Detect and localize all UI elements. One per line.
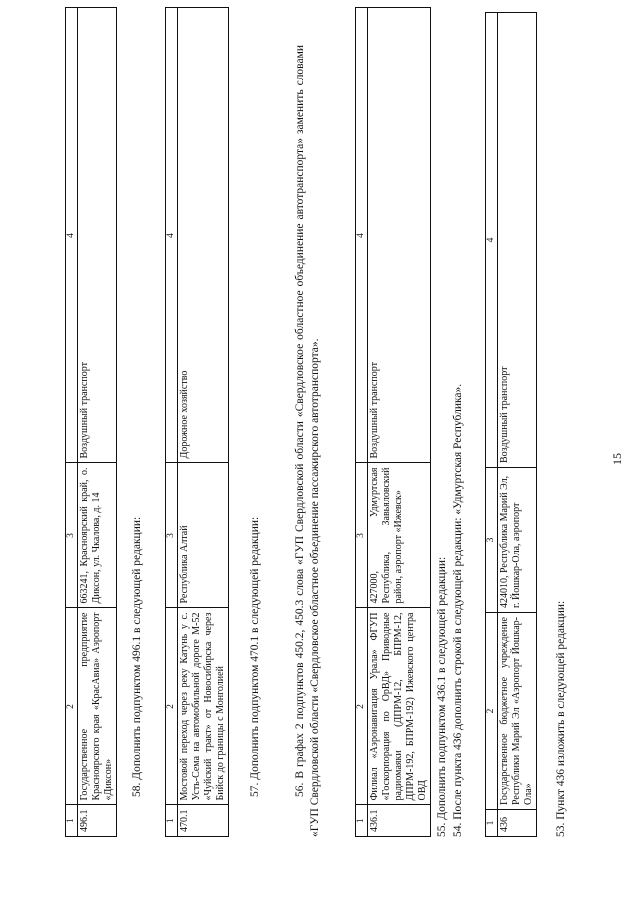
sector: Воздушный транспорт [368, 8, 431, 463]
header-col-3: 3 [66, 463, 78, 608]
header-col-4: 4 [356, 8, 368, 463]
organization-address: Республика Алтай [178, 463, 229, 608]
sector: Воздушный транспорт [78, 8, 117, 463]
item-57: 57. Дополнить подпунктом 470.1 в следующей редакции: [249, 516, 261, 797]
table-row [178, 8, 229, 837]
header-col-1: 1 [356, 805, 368, 837]
item-54: 54. После пункта 436 дополнить строкой в следующей редакции: «Удмуртская Республика». [452, 383, 464, 837]
organization-name: Государственное бюджетное учреждение Республики Марий Эл «Аэропорт Йошкар-Ола» [498, 613, 537, 810]
header-col-2: 2 [166, 608, 178, 805]
table-header-row [486, 13, 498, 837]
header-col-3: 3 [166, 463, 178, 608]
sector: Дорожное хозяйство [178, 8, 229, 463]
header-col-2: 2 [486, 613, 498, 810]
row-number: 436 [498, 810, 537, 837]
table-item-436 [485, 12, 537, 837]
header-col-3: 3 [486, 468, 498, 613]
item-55: 55. Дополнить подпунктом 436.1 в следующей редакции: [436, 556, 448, 837]
table-item-496-1 [65, 8, 117, 838]
row-number: 436.1 [368, 805, 431, 837]
organization-address: 663241, Красноярский край, о. Диксон, ул. Чкалова, д. 14 [78, 463, 117, 608]
item-58: 58. Дополнить подпунктом 496.1 в следующей редакции: [131, 516, 143, 797]
sector: Воздушный транспорт [498, 13, 537, 468]
organization-name: Филиал «Аэронавигация Урала» ФГУП «Госкорпорация по ОрВД» Приводные радиомаяки (ДПРМ-12, БПРМ-12, ДПРМ-192, БПРМ-192) Ижевского центра ОВД [368, 608, 431, 805]
organization-address: 424010, Республика Марий Эл, г. Йошкар-Ола, аэропорт [498, 468, 537, 613]
organization-address: 427000, Удмуртская Республика, Завьяловский район, аэропорт «Ижевск» [368, 463, 431, 608]
table-row [368, 8, 431, 837]
header-col-4: 4 [486, 13, 498, 468]
table-item-436-1 [355, 8, 431, 838]
header-col-3: 3 [356, 463, 368, 608]
page-number: 15 [610, 453, 624, 465]
table-row [498, 13, 537, 837]
row-number: 496.1 [78, 805, 117, 837]
table-item-470-1 [165, 8, 229, 838]
item-53: 53. Пункт 436 изложить в следующей редакции: [555, 600, 567, 837]
header-col-1: 1 [486, 810, 498, 837]
organization-name: Государственное предприятие Красноярского края «КрасАвиа» Аэропорт «Диксон» [78, 608, 117, 805]
header-col-4: 4 [166, 8, 178, 463]
item-56: 56. В графах 2 подпунктов 450.2, 450.3 слова «ГУП Свердловской области «Свердловское областное объединение автотранспорта» заменить словами «ГУП Свердловской области «Свердловское областное объединение пассажирского автотранспорта». [294, 45, 321, 837]
table-header-row [66, 8, 78, 837]
organization-name: Мостовой переход через реку Катунь у с. Усть-Сема на автомобильной дороге М-52 «Чуйский тракт» от Новосибирска через Бийск до границы с Монголией [178, 608, 229, 805]
header-col-1: 1 [166, 805, 178, 837]
header-col-2: 2 [356, 608, 368, 805]
table-header-row [356, 8, 368, 837]
row-number: 470.1 [178, 805, 229, 837]
header-col-2: 2 [66, 608, 78, 805]
table-header-row [166, 8, 178, 837]
table-row [78, 8, 117, 837]
header-col-4: 4 [66, 8, 78, 463]
header-col-1: 1 [66, 805, 78, 837]
